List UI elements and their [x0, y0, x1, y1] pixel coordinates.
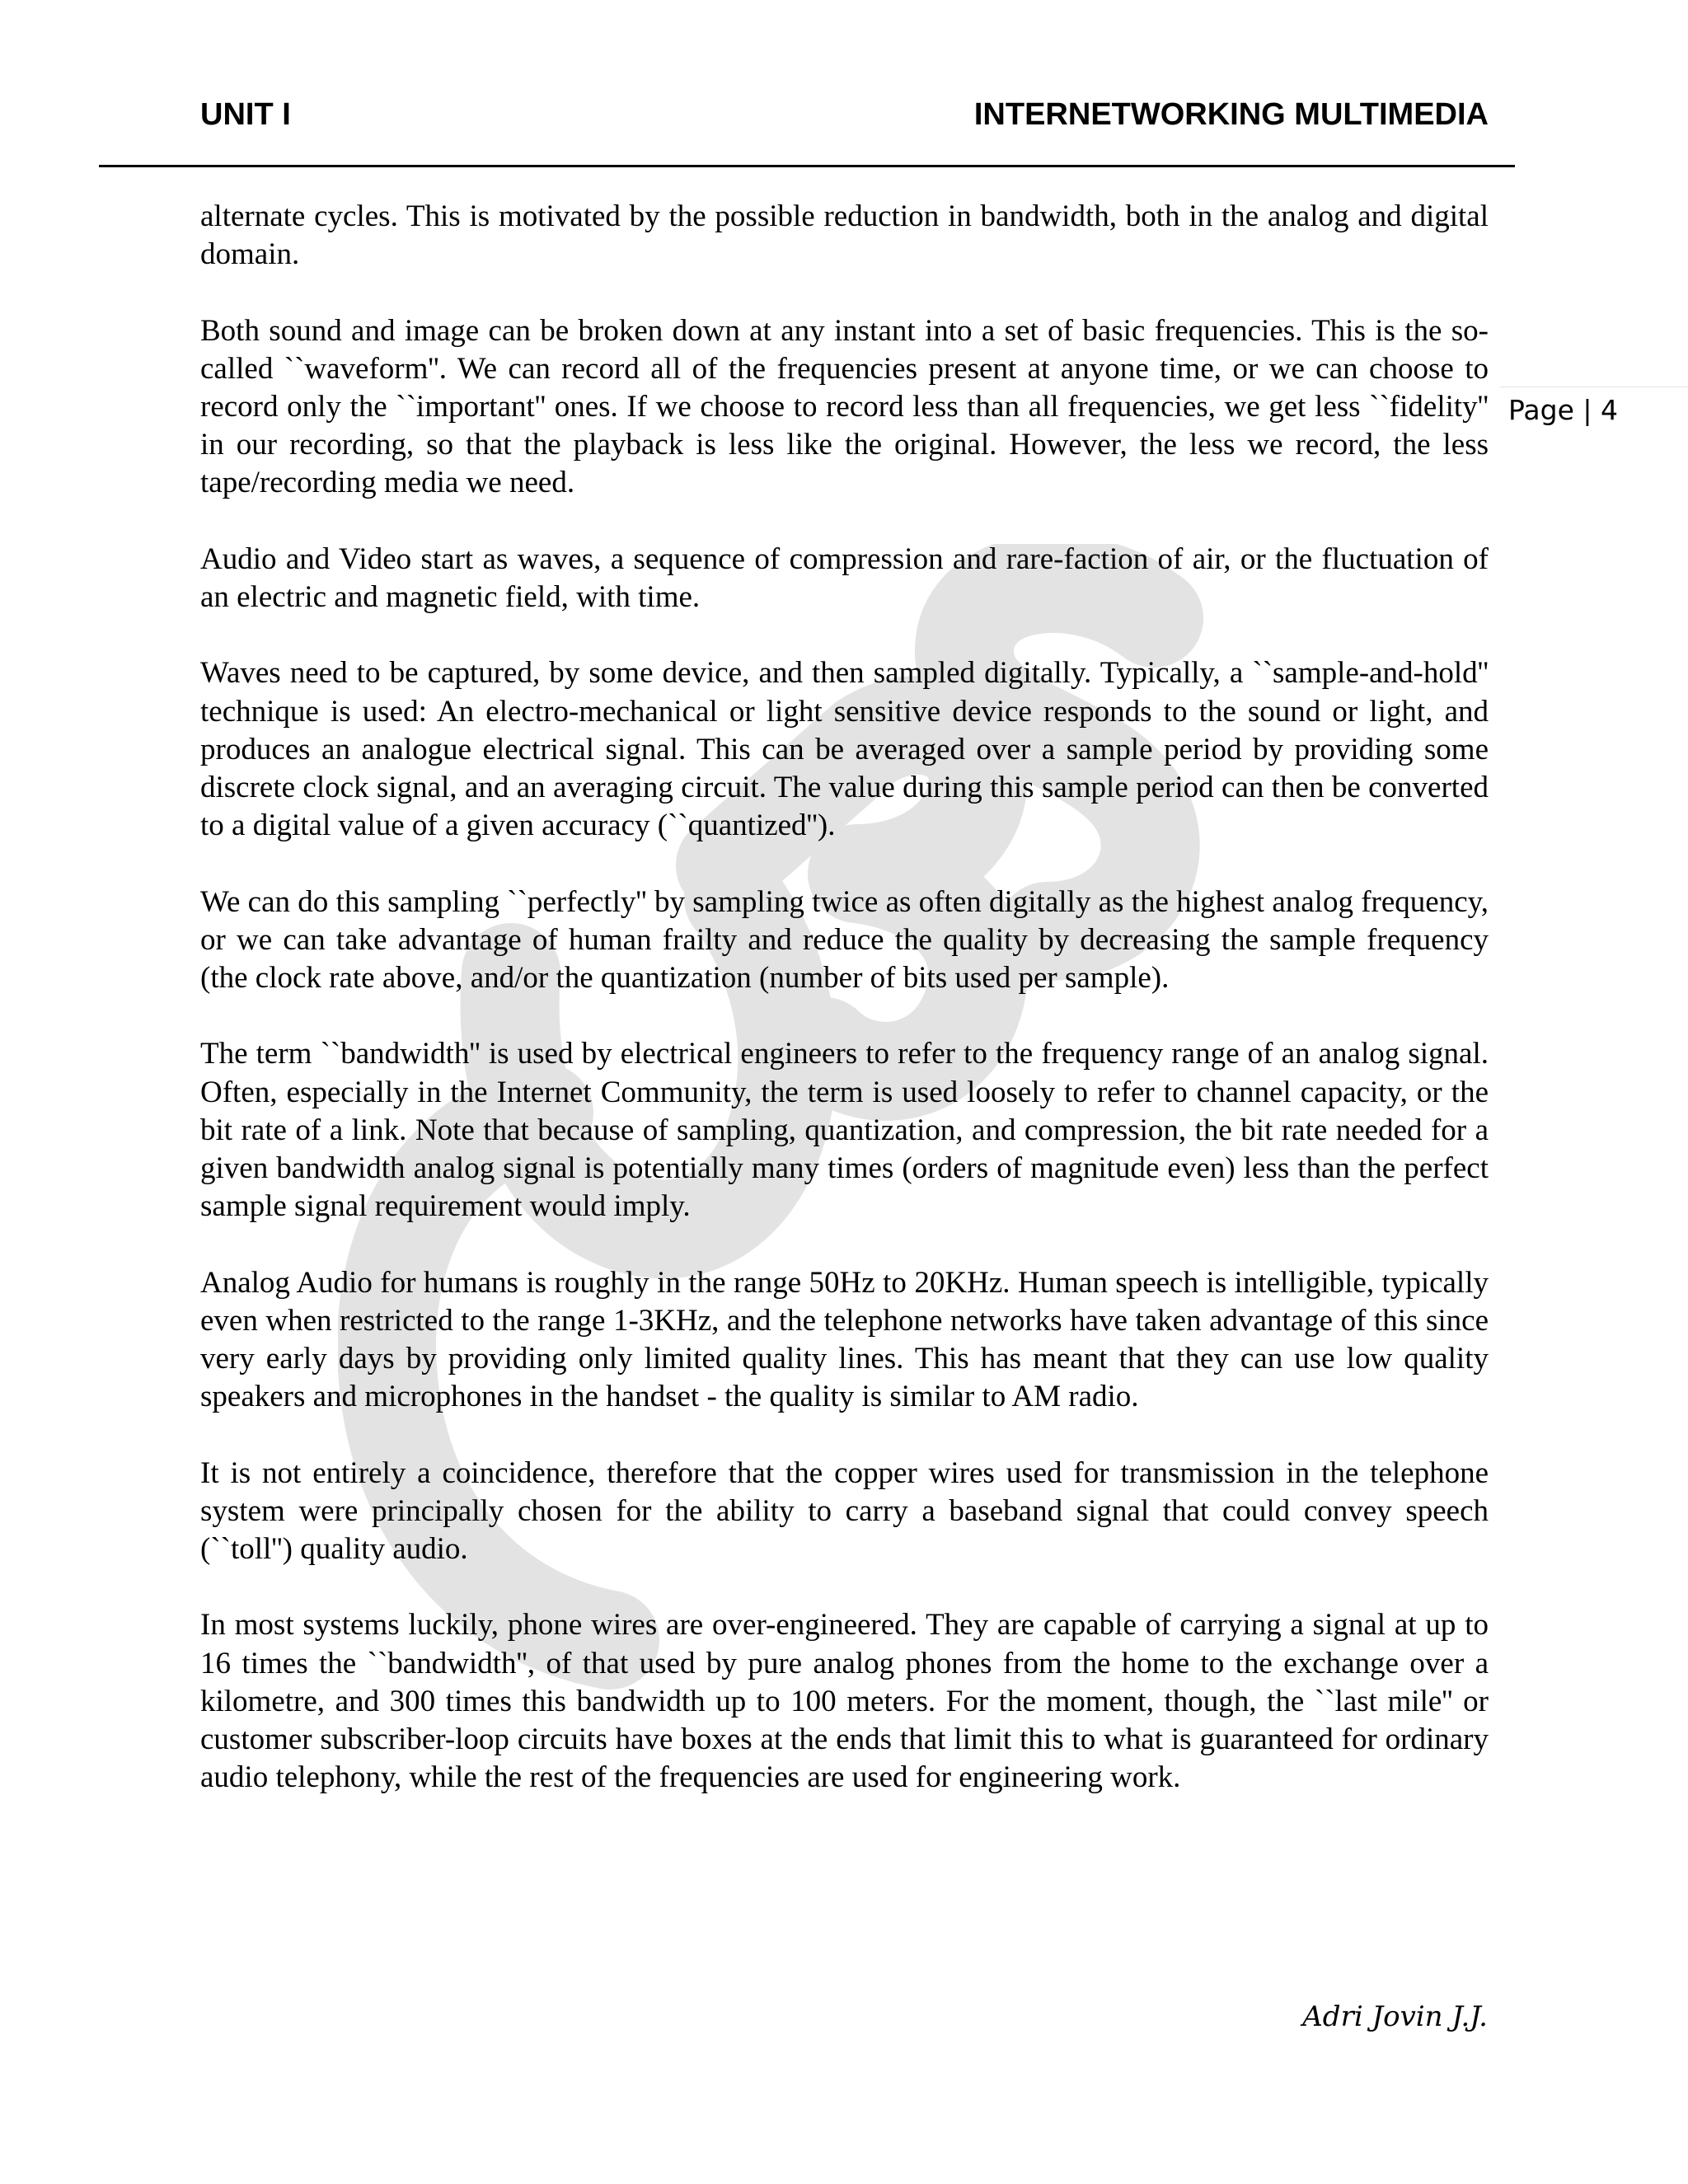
paragraph: It is not entirely a coincidence, therefore that the copper wires used for transmission in the telephone system were principally chosen for the ability to carry a baseband signal that could convey speech (``toll'') quality audio.: [200, 1455, 1489, 1566]
header-subject-title: INTERNETWORKING MULTIMEDIA: [973, 97, 1489, 132]
page-number: Page | 4: [1508, 394, 1618, 426]
paragraph: Analog Audio for humans is roughly in the range 50Hz to 20KHz. Human speech is intelligible, typically even when restricted to the range 1-3KHz, and the telephone networks have taken advantage of this since very early days by providing only limited quality lines. This has meant that they can use low quality speakers and microphones in the handset - the quality is similar to AM radio.: [200, 1265, 1489, 1414]
author-signature: Adri Jovin J.J.: [1302, 2000, 1488, 2033]
paragraph: Both sound and image can be broken down at any instant into a set of basic frequencies. This is the so-called ``waveform''. We can record all of the frequencies present at anyone time, or we can choose to record only the ``important'' ones. If we choose to record less than all frequencies, we get less ``fidelity'' in our recording, so that the playback is less like the original. However, the less we record, the less tape/recording media we need.: [200, 313, 1489, 500]
header-divider: [99, 165, 1515, 167]
paragraph: alternate cycles. This is motivated by the possible reduction in bandwidth, both in the analog and digital domain.: [200, 199, 1489, 272]
document-body: [200, 198, 1489, 1835]
paragraph: Audio and Video start as waves, a sequence of compression and rare-faction of air, or the fluctuation of an electric and magnetic field, with time.: [200, 541, 1489, 614]
paragraph: In most systems luckily, phone wires are over-engineered. They are capable of carrying a signal at up to 16 times the ``bandwidth'', of that used by pure analog phones from the home to the exchange over a kilometre, and 300 times this bandwidth up to 100 meters. For the moment, though, the ``last mile'' or customer subscriber-loop circuits have boxes at the ends that limit this to what is guaranteed for ordinary audio telephony, while the rest of the frequencies are used for engineering work.: [200, 1608, 1489, 1795]
paragraph: We can do this sampling ``perfectly'' by sampling twice as often digitally as the highest analog frequency, or we can take advantage of human frailty and reduce the quality by decreasing the sample frequency (the clock rate above, and/or the quantization (number of bits used per sample).: [200, 884, 1489, 995]
paragraph: The term ``bandwidth'' is used by electrical engineers to refer to the frequency range of an analog signal. Often, especially in the Internet Community, the term is used loosely to refer to channel capacity, or the bit rate of a link. Note that because of sampling, quantization, and compression, the bit rate needed for a given bandwidth analog signal is potentially many times (orders of magnitude even) less than the perfect sample signal requirement would imply.: [200, 1037, 1489, 1224]
paragraph: Waves need to be captured, by some device, and then sampled digitally. Typically, a ``sample-and-hold'' technique is used: An electro-mechanical or light sensitive device responds to the sound or light, and produces an analogue electrical signal. This can be averaged over a sample period by providing some discrete clock signal, and an averaging circuit. The value during this sample period can then be converted to a digital value of a given accuracy (``quantized'').: [200, 656, 1489, 843]
header-unit-label: UNIT I: [200, 97, 291, 132]
